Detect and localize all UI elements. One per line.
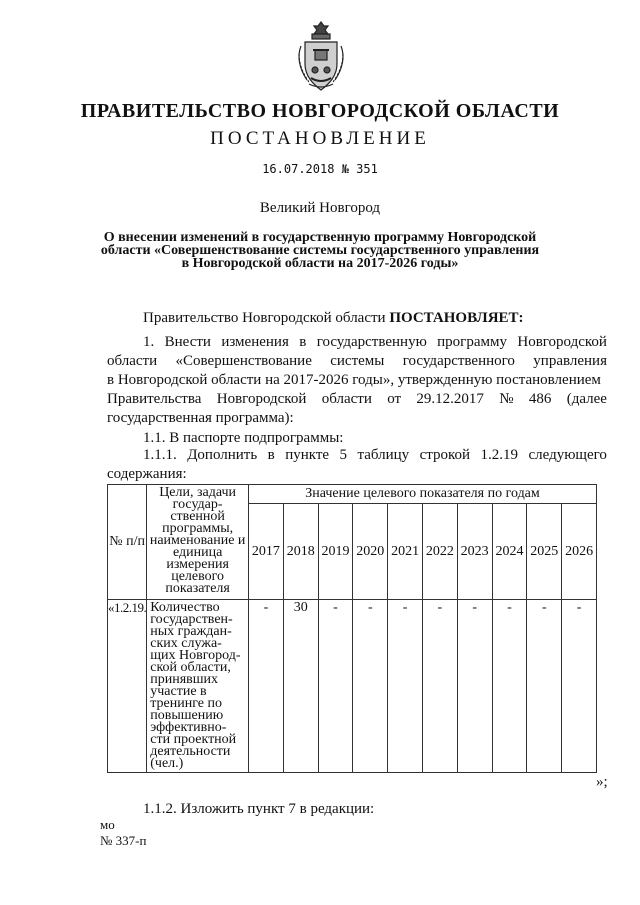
organization-name: ПРАВИТЕЛЬСТВО НОВГОРОДСКОЙ ОБЛАСТИ [80,100,560,122]
year-header: 2020 [353,504,388,600]
word: Внести [164,334,211,350]
value-cell: - [422,600,457,773]
intro-text: Правительство Новгородской области [143,310,390,326]
value-cell: - [353,600,388,773]
value-cell: - [318,600,353,773]
word: следующего [528,447,607,463]
word: Новгородской [216,391,307,407]
word: пункте [285,447,330,463]
paragraph-1-1-2-text: 1.1.2. Изложить пункт 7 в редакции: [143,801,375,817]
value-cell: - [527,600,562,773]
word: «Совершенствование [175,353,312,369]
word: № [499,391,514,407]
word: от [387,391,402,407]
table-row [108,600,597,773]
value-cell: - [457,600,492,773]
row-number: «1.2.19. [108,600,147,773]
paragraph-1 [107,333,607,428]
paragraph-1-line [107,333,607,352]
value-cell: 30 [283,600,318,773]
footer-line-1: мо [100,817,115,832]
date-and-number: 16.07.2018 № 351 [262,162,378,176]
year-header: 2022 [422,504,457,600]
intro-decree-word: ПОСТАНОВЛЯЕТ: [389,310,524,326]
paragraph-1-line [107,390,607,409]
year-header: 2023 [457,504,492,600]
footer-note [100,817,146,849]
indicator-table [107,484,597,773]
paragraph-1-line [107,409,607,428]
paragraph-1-line [107,371,607,390]
column-header-goal: Цели, задачи государ-ственной программы, наименование и единица измерения целевого показателя [147,485,249,600]
value-cell: - [388,600,423,773]
intro-paragraph [107,309,607,328]
word: Правительства [107,391,202,407]
word: Новгородской [517,334,607,350]
paragraph-1-1-1 [107,446,607,484]
word: управления [533,353,607,369]
word: области [321,391,372,407]
word: содержания: [107,466,187,482]
year-header: 2025 [527,504,562,600]
word: государственная программа): [107,410,294,426]
paragraph-1-1-text: 1.1. В паспорте подпрограммы: [143,430,344,446]
year-header: 2018 [283,504,318,600]
word: 486 [528,391,552,407]
column-header-group: Значение целевого показателя по годам [249,485,597,504]
word: в [299,334,307,350]
year-header: 2019 [318,504,353,600]
word: строкой [419,447,471,463]
word: 5 [339,447,348,463]
table-closing-quote: »; [596,774,608,790]
value-cell: - [562,600,597,773]
word: государственную [316,334,427,350]
paragraph-1-1-1-line [107,446,607,465]
word: области [107,353,158,369]
paragraph-1-1-1-line [107,465,607,484]
word: системы [330,353,385,369]
year-header: 2021 [388,504,423,600]
word: программу [437,334,507,350]
value-cell: - [492,600,527,773]
paragraph-1-1-2 [107,800,607,819]
footer-line-2: № 337-п [100,833,147,848]
year-header: 2026 [562,504,597,600]
year-header: 2024 [492,504,527,600]
paragraph-1-line [107,352,607,371]
coat-of-arms-emblem [295,20,347,96]
word: 1.2.19 [480,447,519,463]
table-header-row [108,485,597,504]
word: 1. [143,334,155,350]
word: 29.12.2017 [416,391,484,407]
row-description: Количество государствен-ных граждан-ских служа-щих Новгород-ской области, принявших участие в тренинге по повышению эффективно-сти проектной деятельности (чел.) [147,600,249,773]
word: в Новгородской области на 2017-2026 годы», утвержденную постановлением [107,372,601,388]
word: таблицу [357,447,410,463]
document-type: ПОСТАНОВЛЕНИЕ [210,128,430,149]
word: в [267,447,275,463]
word: Дополнить [187,447,258,463]
value-cell: - [249,600,284,773]
year-header: 2017 [249,504,284,600]
column-header-number: № п/п [108,485,147,600]
word: (далее [566,391,607,407]
word: 1.1.1. [143,447,177,463]
word: государственного [402,353,515,369]
city-name: Великий Новгород [259,200,381,216]
document-title: О внесении изменений в государственную программу Новгородской области «Совершенствование системы государственного управления в Новгородской области на 2017-2026 годы» [100,230,540,271]
word: изменения [221,334,289,350]
